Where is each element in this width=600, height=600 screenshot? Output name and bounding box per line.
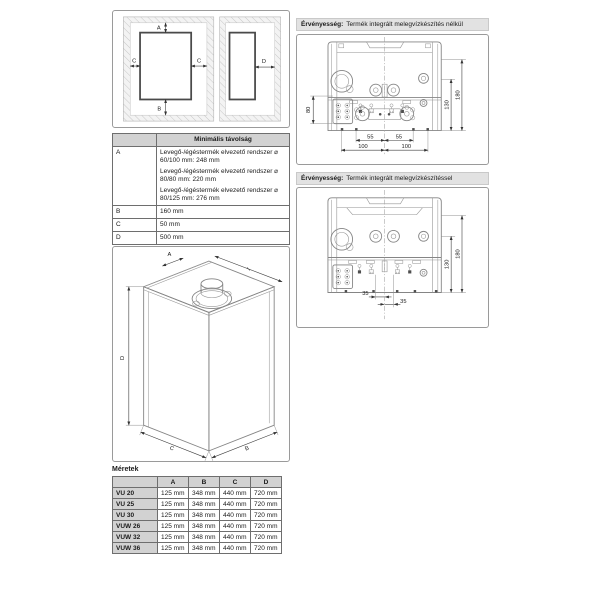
dim-label-130: 130 [444,259,451,270]
value-cell: 440 mm [220,510,251,521]
value-cell: 125 mm [158,532,189,543]
dim-label-55-left: 55 [367,134,374,141]
validity-header-without-dhw [296,18,489,31]
value-cell: 720 mm [251,521,282,532]
iso-figure [112,246,290,462]
iso-boiler-diagram [113,247,289,461]
table-row [113,147,290,206]
dim-label-35-left: 35 [362,290,369,297]
table-header-row [113,134,290,147]
row-key: D [113,232,157,245]
value-cell: 440 mm [220,488,251,499]
value-line: Levegő-/égéstermék elvezető rendszer ⌀ 80/80 mm: 220 mm [160,168,279,183]
flue-collar [192,279,232,309]
value-cell: 348 mm [189,543,220,554]
header-cell: D [251,477,282,488]
sizes-table [112,476,282,554]
header-empty-cell [113,134,157,147]
dim-label-d: D [261,59,266,66]
table-row [113,488,282,499]
row-key: B [113,206,157,219]
dim-label-a: A [156,25,161,32]
value-cell: 125 mm [158,543,189,554]
value-cell: 125 mm [158,510,189,521]
dim-label-100-right: 100 [401,144,412,151]
model-cell: VUW 32 [113,532,158,543]
clearance-diagram [113,11,289,127]
dimensions [362,216,466,308]
row-key: A [113,147,157,206]
value-cell: 440 mm [220,521,251,532]
dim-label-180: 180 [455,249,462,259]
sizes-title: Méretek [112,466,139,473]
row-value: 500 mm [157,232,290,245]
dim-label-b: B [244,445,250,453]
table-row [113,521,282,532]
row-value: 50 mm [157,219,290,232]
value-cell: 125 mm [158,488,189,499]
validity-text: Termék integrált melegvízkészítés nélkül [346,21,463,28]
validity-header-with-dhw [296,172,489,185]
dim-label-c-right: C [196,58,202,65]
boiler-front-outline [140,33,191,100]
dim-label-100-left: 100 [358,144,368,151]
model-cell: VU 30 [113,510,158,521]
value-cell: 720 mm [251,543,282,554]
bottom-view-diagram-without-dhw [297,35,488,164]
header-cell: B [189,477,220,488]
header-empty-cell [113,477,158,488]
dim-label-a: A [167,252,172,259]
dim-label-130: 130 [444,100,451,110]
connection-symbols [359,104,404,113]
table-row [113,532,282,543]
boiler-side-outline [230,33,256,100]
value-cell: 348 mm [189,499,220,510]
value-line: Levegő-/égéstermék elvezető rendszer ⌀ 60/100 mm: 248 mm [160,149,279,164]
validity-text: Termék integrált melegvízkészítéssel [346,175,453,182]
front-clearance-panel [123,17,213,121]
dim-label-80: 80 [305,106,312,114]
bottom-view-figure-without-dhw [296,34,489,165]
value-line: Levegő-/égéstermék elvezető rendszer ⌀ 80/125 mm: 276 mm [160,187,279,202]
model-cell: VU 25 [113,499,158,510]
clearance-figure [112,10,290,128]
value-cell: 348 mm [189,521,220,532]
model-cell: VUW 36 [113,543,158,554]
dim-label-35-right: 35 [400,298,407,305]
min-distance-table [112,133,290,245]
side-clearance-panel [220,17,281,121]
value-cell: 348 mm [189,488,220,499]
dim-label-b: B [157,106,162,113]
model-cell: VUW 26 [113,521,158,532]
dimensions [306,60,466,153]
terminal-block [333,265,353,289]
dim-label-c: C [168,445,175,453]
dim-label-c-left: C [132,58,137,65]
bottom-view-diagram-with-dhw [297,188,488,327]
value-cell: 125 mm [158,499,189,510]
table-row [113,232,290,245]
value-cell: 720 mm [251,499,282,510]
table-row [113,499,282,510]
boiler-box [144,261,275,451]
value-cell: 125 mm [158,521,189,532]
row-key: C [113,219,157,232]
validity-label: Érvényesség: [301,21,344,28]
row-value: 160 mm [157,206,290,219]
header-cell: Minimális távolság [157,134,290,147]
dim-label-d: D [119,355,126,361]
value-cell: 348 mm [189,532,220,543]
dim-label-180: 180 [455,90,462,100]
header-cell: C [220,477,251,488]
table-row [113,219,290,232]
value-cell: 440 mm [220,532,251,543]
validity-label: Érvényesség: [301,175,344,182]
table-header-row [113,477,282,488]
table-row [113,206,290,219]
value-cell: 348 mm [189,510,220,521]
sizes-section [112,466,282,554]
value-cell: 720 mm [251,510,282,521]
header-cell: A [158,477,189,488]
table-row [113,510,282,521]
row-value [157,147,290,206]
value-cell: 720 mm [251,532,282,543]
value-cell: 440 mm [220,543,251,554]
value-cell: 440 mm [220,499,251,510]
value-cell: 720 mm [251,488,282,499]
table-row [113,543,282,554]
bottom-view-figure-with-dhw [296,187,489,328]
model-cell: VU 20 [113,488,158,499]
dim-label-55-right: 55 [395,134,403,141]
